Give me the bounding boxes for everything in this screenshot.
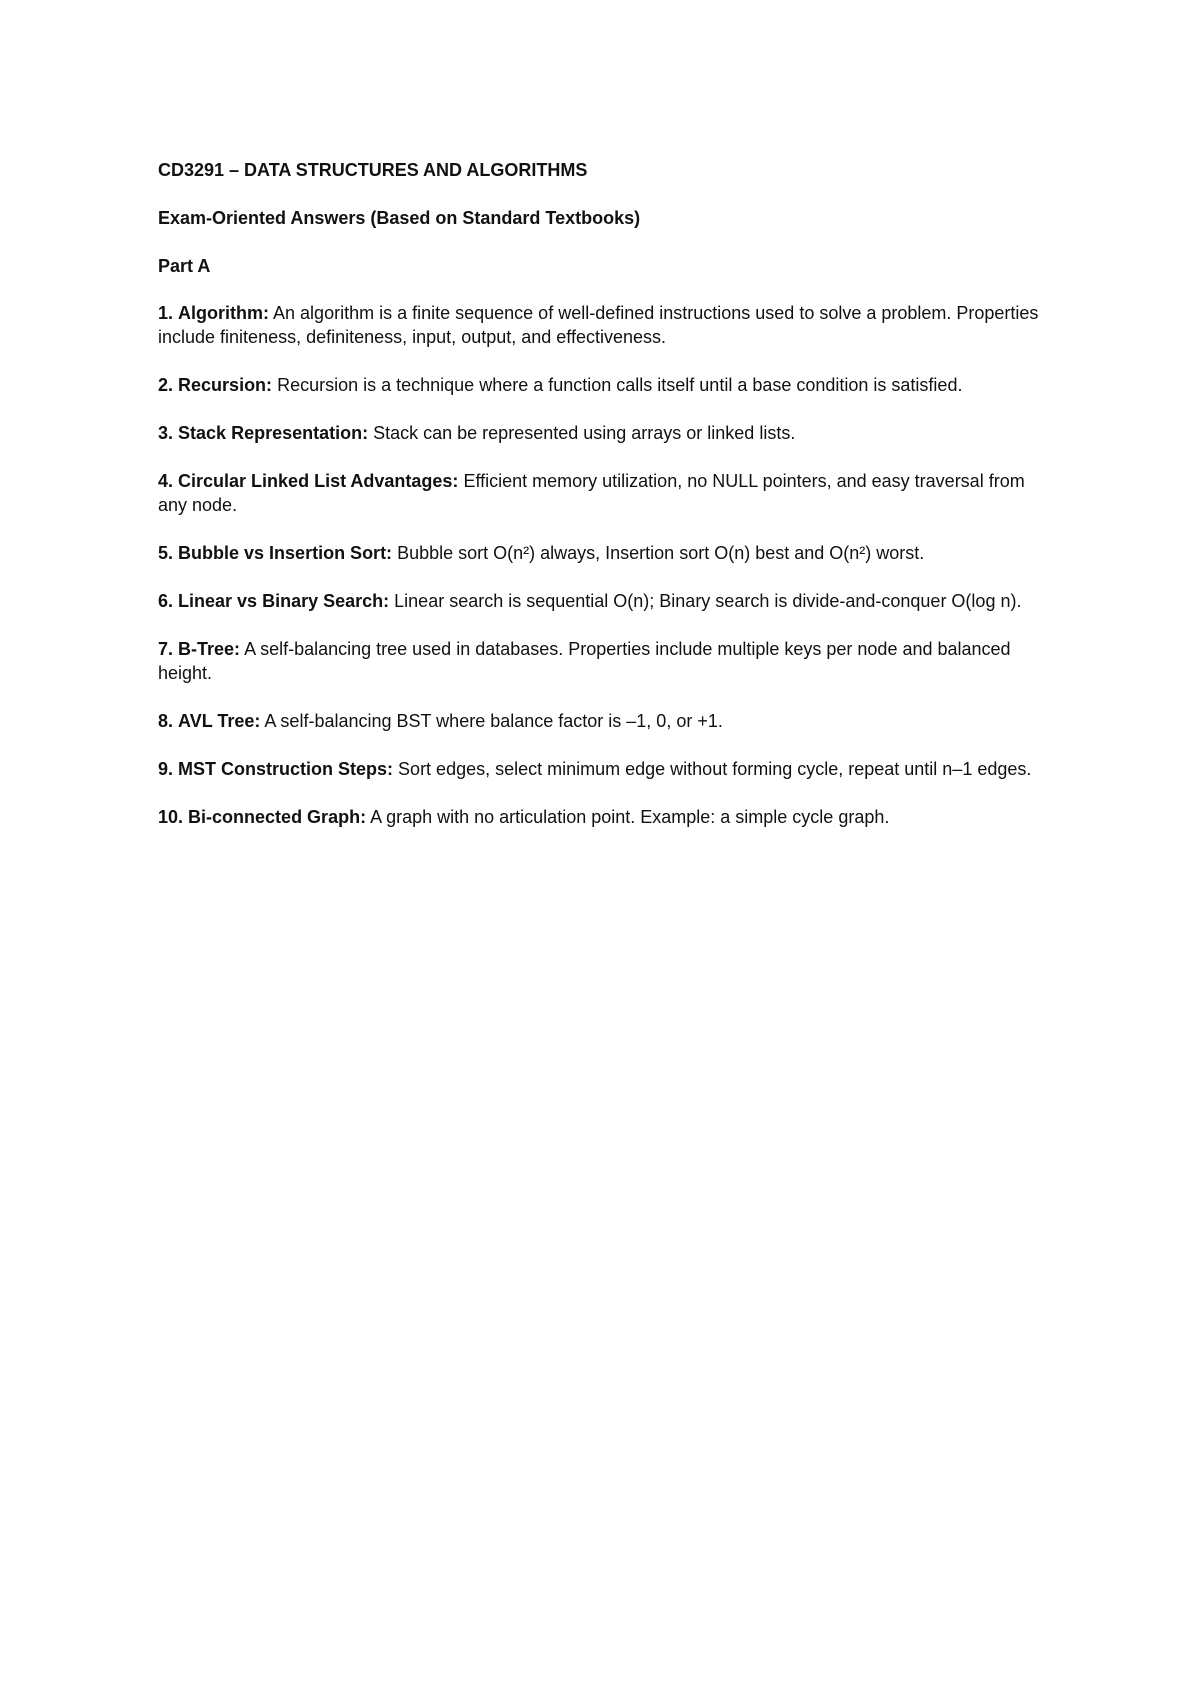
answer-term: Bubble vs Insertion Sort: bbox=[178, 543, 393, 563]
answer-item bbox=[158, 757, 1058, 781]
answer-term: MST Construction Steps: bbox=[178, 759, 394, 779]
answer-number: 7. bbox=[158, 639, 174, 659]
answer-item bbox=[158, 589, 1058, 613]
answer-number: 8. bbox=[158, 711, 174, 731]
answer-term: AVL Tree: bbox=[178, 711, 261, 731]
document-title: CD3291 – DATA STRUCTURES AND ALGORITHMS bbox=[158, 160, 588, 180]
answer-term: Stack Representation: bbox=[178, 423, 369, 443]
answer-number: 6. bbox=[158, 591, 174, 611]
answer-text: Sort edges, select minimum edge without forming cycle, repeat until n–1 edges. bbox=[398, 759, 1032, 779]
answer-term: B-Tree: bbox=[178, 639, 241, 659]
answer-number: 9. bbox=[158, 759, 174, 779]
answer-term: Algorithm: bbox=[178, 303, 270, 323]
answer-number: 10. bbox=[158, 807, 184, 827]
answer-number: 4. bbox=[158, 471, 174, 491]
answer-item bbox=[158, 469, 1058, 517]
answer-item bbox=[158, 637, 1058, 685]
answer-item bbox=[158, 541, 1058, 565]
answer-text: Recursion is a technique where a function calls itself until a base condition is satisfied. bbox=[277, 375, 963, 395]
answer-term: Linear vs Binary Search: bbox=[178, 591, 390, 611]
answer-item bbox=[158, 709, 1058, 733]
answer-number: 1. bbox=[158, 303, 174, 323]
section-title: Part A bbox=[158, 256, 211, 276]
document-subtitle: Exam-Oriented Answers (Based on Standard Textbooks) bbox=[158, 208, 641, 228]
answer-text: A graph with no articulation point. Example: a simple cycle graph. bbox=[370, 807, 890, 827]
answer-term: Recursion: bbox=[178, 375, 273, 395]
answer-number: 2. bbox=[158, 375, 174, 395]
answer-item bbox=[158, 421, 1058, 445]
answer-text: Efficient memory utilization, no NULL pointers, and easy traversal from any node. bbox=[158, 471, 1025, 515]
answer-item bbox=[158, 301, 1058, 349]
answer-text: Linear search is sequential O(n); Binary search is divide-and-conquer O(log n). bbox=[394, 591, 1022, 611]
answer-text: Bubble sort O(n²) always, Insertion sort O(n) best and O(n²) worst. bbox=[397, 543, 925, 563]
answer-item bbox=[158, 805, 1058, 829]
answer-text: Stack can be represented using arrays or linked lists. bbox=[373, 423, 796, 443]
document-page bbox=[158, 158, 1058, 853]
answer-item bbox=[158, 373, 1058, 397]
answer-term: Circular Linked List Advantages: bbox=[178, 471, 459, 491]
answer-term: Bi-connected Graph: bbox=[188, 807, 367, 827]
answer-number: 3. bbox=[158, 423, 174, 443]
answer-text: An algorithm is a finite sequence of well-defined instructions used to solve a problem. Properties include finiteness, definiteness, input, output, and effectiveness. bbox=[158, 303, 1039, 347]
answer-number: 5. bbox=[158, 543, 174, 563]
answer-list bbox=[158, 301, 1058, 829]
answer-text: A self-balancing tree used in databases. Properties include multiple keys per node and balanced height. bbox=[158, 639, 1011, 683]
answer-text: A self-balancing BST where balance factor is –1, 0, or +1. bbox=[264, 711, 723, 731]
